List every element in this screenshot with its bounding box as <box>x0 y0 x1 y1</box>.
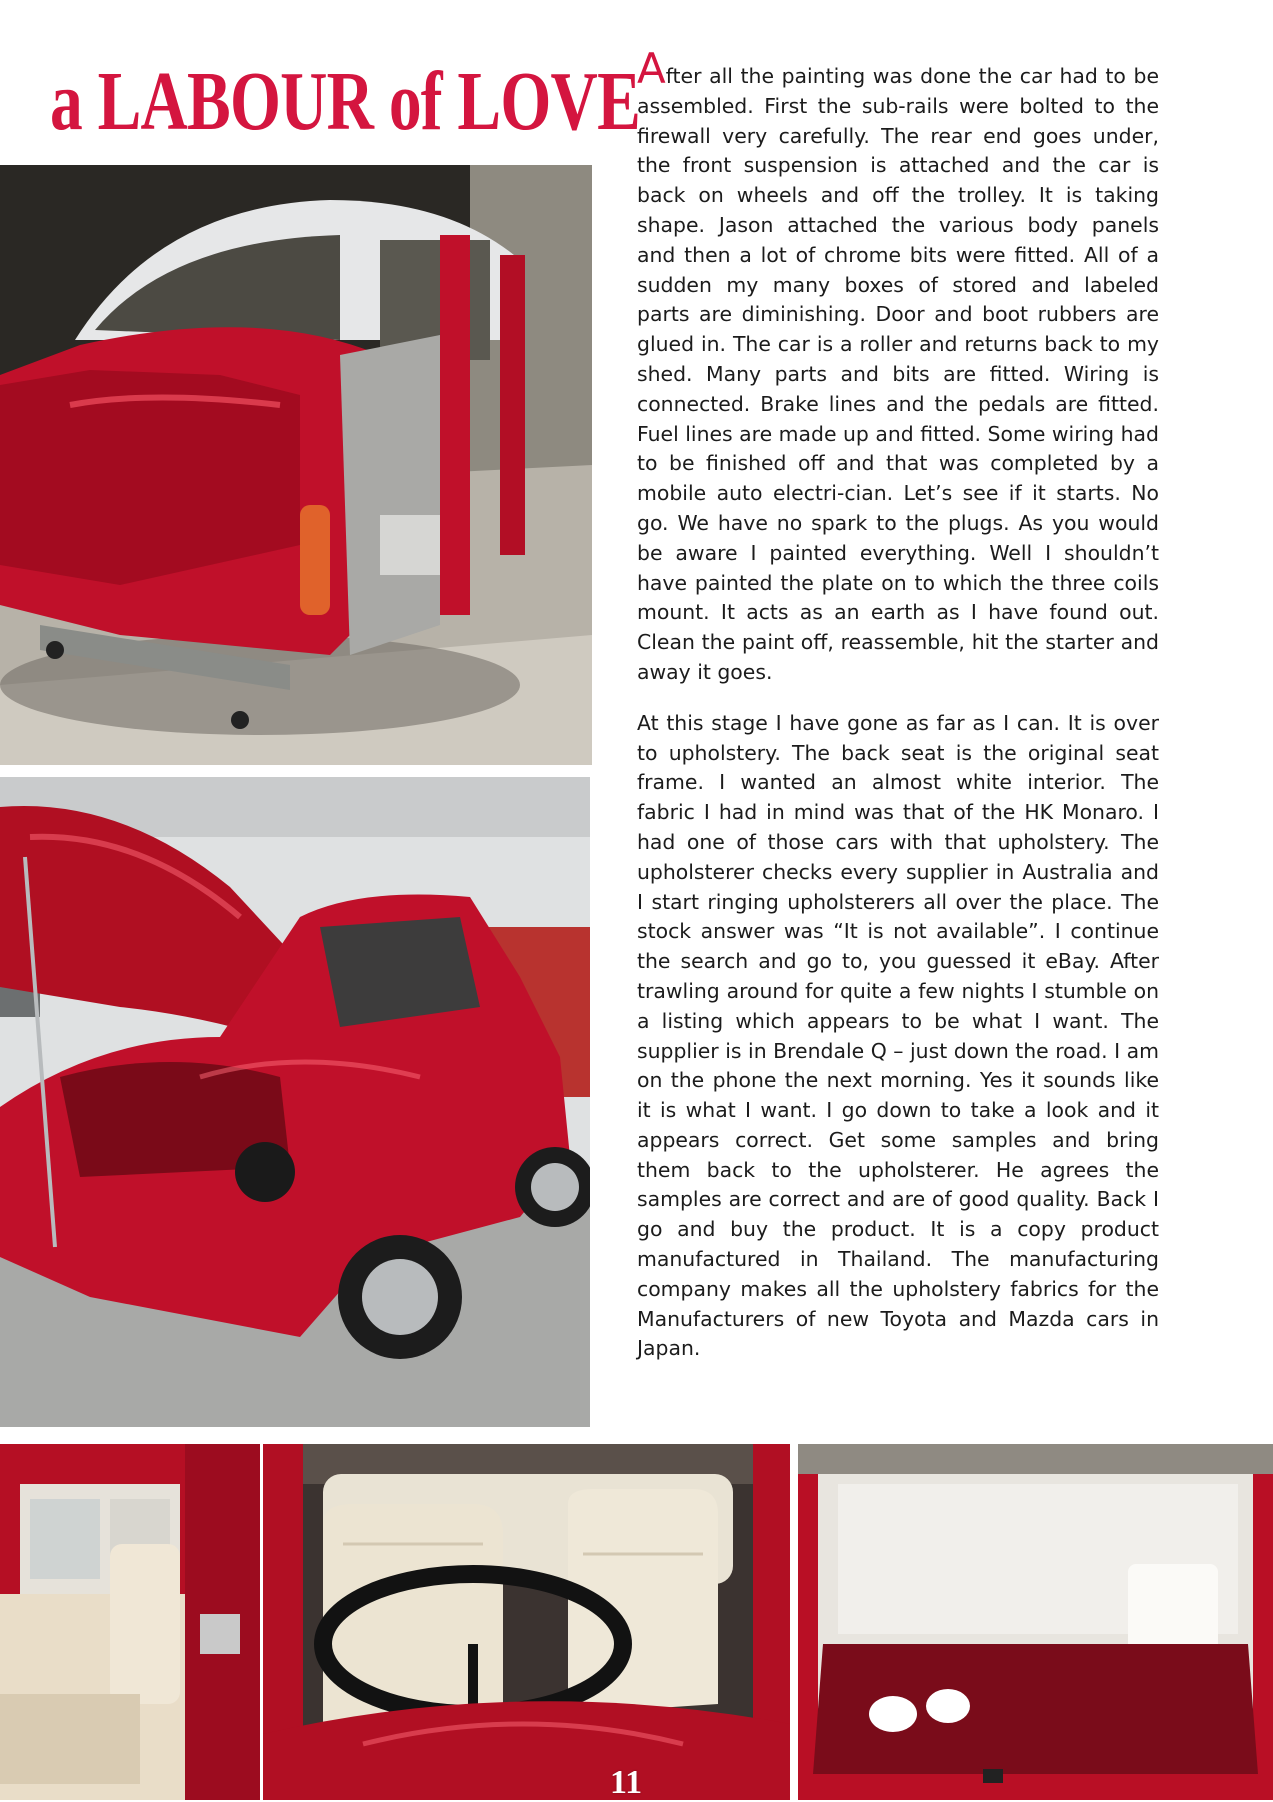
paragraph-1-text: fter all the painting was done the car had to be assembled. First the sub-rails were bolted to the firewall very carefully. The rear end goes under, the front suspension is attached and the car is back on wheels and off the trolley. It is taking shape. Jason attached the various body panels and then a lot of chrome bits were fitted. All of a sudden my many boxes of stored and labeled parts are diminishing. Door and boot rubbers are glued in. The car is a roller and returns back to my shed. Many parts and bits are fitted. Wiring is connected. Brake lines and the pedals are fitted. Fuel lines are made up and fitted. Some wiring had to be finished off and that was completed by a mobile auto electri-cian. Let’s see if it starts. No go. We have no spark to the plugs. As you would be aware I painted everything. Well I shouldn’t have painted the plate on to which the three coils mount. It acts as an earth as I have found out. Clean the paint off, reassemble, hit the starter and away it goes. <box>637 64 1159 684</box>
photo-front-seats-steering-wheel <box>263 1444 790 1800</box>
photo-body-shell-on-trolley <box>0 165 592 765</box>
photo-interior-door-view <box>0 1444 260 1800</box>
article-paragraph-1 <box>637 44 1159 688</box>
page-title: a LABOUR of LOVE <box>50 55 640 148</box>
drop-cap: A <box>637 44 666 93</box>
photo-red-car-bonnet-open <box>0 777 590 1427</box>
article-paragraph-2: At this stage I have gone as far as I can. It is over to upholstery. The back seat is the original seat frame. I wanted an almost white interior. The fabric I had in mind was that of the HK Monaro. I had one of those cars with that upholstery. The upholsterer checks every supplier in Australia and I start ringing upholsterers all over the place. The stock answer was “It is not available”. I continue the search and go to, you guessed it eBay. After trawling around for quite a few nights I stumble on a listing which appears to be what I want. The supplier is in Brendale Q – just down the road. I am on the phone the next morning. Yes it sounds like it is what I want. I go down to take a look and it appears correct. Get some samples and bring them back to the upholsterer. He agrees the samples are correct and are of good quality. Back I go and buy the product. It is a copy product manufactured in Thailand. The manufacturing company makes all the upholstery fabrics for the Manufacturers of new Toyota and Mazda cars in Japan. <box>637 710 1159 1361</box>
photo-boot-carpet-gloves <box>798 1444 1273 1800</box>
article-body <box>637 44 1159 1385</box>
page-number: 11 <box>610 1764 643 1801</box>
